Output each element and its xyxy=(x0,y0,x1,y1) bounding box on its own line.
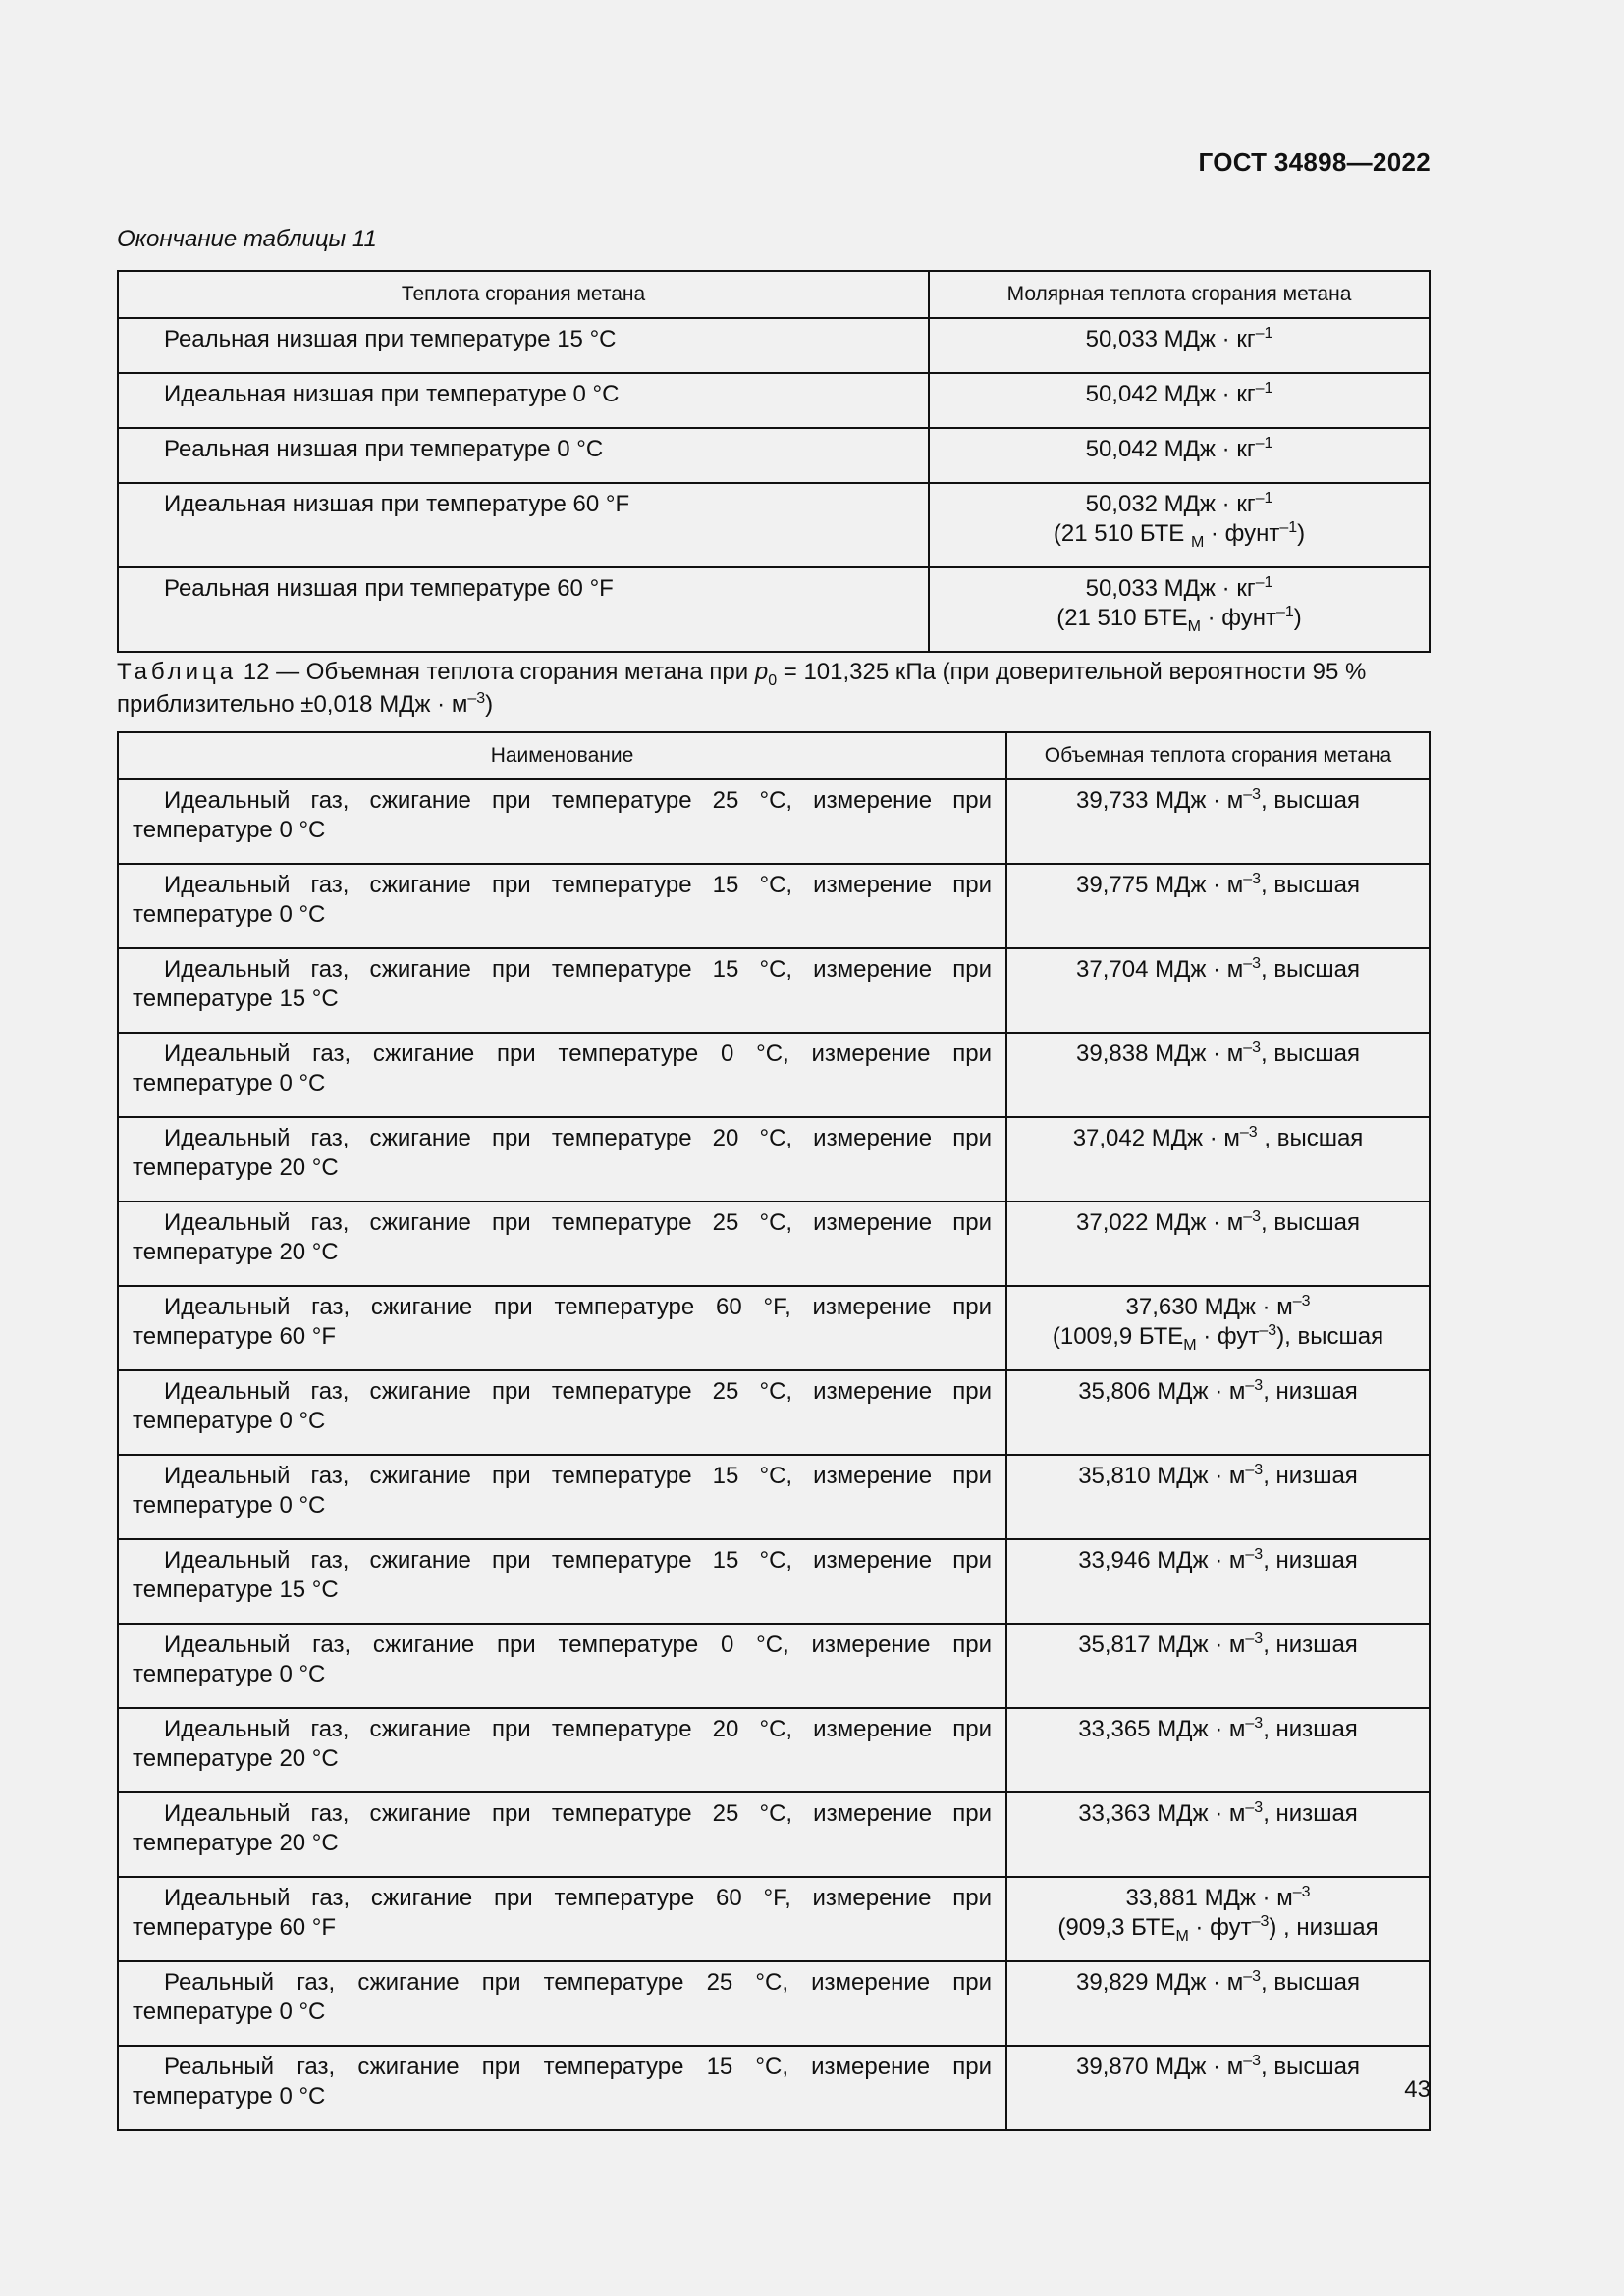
row-value: 33,363 МДж · $м^{-3}$, низшая xyxy=(1006,1792,1430,1877)
row-name: Реальная низшая при температуре 0 °C xyxy=(118,428,929,483)
row-name: Идеальный газ, сжигание при температуре 15 °C, измерение при температуре 0 °C xyxy=(118,864,1006,948)
row-value: 37,042 МДж · $м^{-3}$ , высшая xyxy=(1006,1117,1430,1201)
row-name: Идеальный газ, сжигание при температуре 15 °C, измерение при температуре 15 °C xyxy=(118,1539,1006,1624)
table-row xyxy=(118,1033,1430,1117)
table-row xyxy=(118,948,1430,1033)
table-row xyxy=(118,1117,1430,1201)
row-value: 39,838 МДж · $м^{-3}$, высшая xyxy=(1006,1033,1430,1117)
table-row xyxy=(118,428,1430,483)
table-row xyxy=(118,1708,1430,1792)
table-row xyxy=(118,2046,1430,2130)
table-row xyxy=(118,318,1430,373)
row-name: Реальный газ, сжигание при температуре 15 °C, измерение при температуре 0 °C xyxy=(118,2046,1006,2130)
row-name: Идеальный газ, сжигание при температуре 25 °C, измерение при температуре 0 °C xyxy=(118,1370,1006,1455)
row-name: Реальный газ, сжигание при температуре 25 °C, измерение при температуре 0 °C xyxy=(118,1961,1006,2046)
table-header-row xyxy=(118,732,1430,779)
table-row xyxy=(118,864,1430,948)
table-row xyxy=(118,1370,1430,1455)
row-value: 37,704 МДж · $м^{-3}$, высшая xyxy=(1006,948,1430,1033)
row-name: Идеальный газ, сжигание при температуре 15 °C, измерение при температуре 0 °C xyxy=(118,1455,1006,1539)
table-row xyxy=(118,1286,1430,1370)
document-code: ГОСТ 34898—2022 xyxy=(1198,147,1431,177)
row-value: 50,042 МДж · $кг^{-1}$ xyxy=(929,373,1430,428)
row-value: 35,817 МДж · $м^{-3}$, низшая xyxy=(1006,1624,1430,1708)
row-value: 33,365 МДж · $м^{-3}$, низшая xyxy=(1006,1708,1430,1792)
row-value: 33,946 МДж · $м^{-3}$, низшая xyxy=(1006,1539,1430,1624)
column-header: Объемная теплота сгорания метана xyxy=(1006,732,1430,779)
table-row xyxy=(118,1624,1430,1708)
table-row xyxy=(118,1961,1430,2046)
row-value: 37,022 МДж · $м^{-3}$, высшая xyxy=(1006,1201,1430,1286)
row-value: 50,033 МДж · $кг^{-1}$ xyxy=(929,318,1430,373)
row-value: 33,881 МДж · $м^{-3}$ (909,3 $БТЕ_М \cdot фут^{-3}$) , низшая xyxy=(1006,1877,1430,1961)
column-header: Молярная теплота сгорания метана xyxy=(929,271,1430,318)
row-name: Идеальная низшая при температуре 60 °F xyxy=(118,483,929,567)
row-value: 39,775 МДж · $м^{-3}$, высшая xyxy=(1006,864,1430,948)
column-header: Наименование xyxy=(118,732,1006,779)
table-row xyxy=(118,1539,1430,1624)
row-name: Идеальный газ, сжигание при температуре 60 °F, измерение при температуре 60 °F xyxy=(118,1877,1006,1961)
table-row xyxy=(118,1201,1430,1286)
table-11 xyxy=(117,270,1431,653)
row-name: Идеальный газ, сжигание при температуре 0 °C, измерение при температуре 0 °C xyxy=(118,1624,1006,1708)
row-name: Идеальная низшая при температуре 0 °C xyxy=(118,373,929,428)
table-12-caption: Таблица 12 — Объемная теплота сгорания метана при $p_0 = 101,325$ кПа (при доверительной вероятности 95 % приблизительно ±0,018 МДж · $м^{-3}$) xyxy=(117,659,1367,718)
table-row xyxy=(118,1877,1430,1961)
table-continuation-caption: Окончание таблицы 11 xyxy=(117,226,377,252)
row-value: 50,042 МДж · $кг^{-1}$ xyxy=(929,428,1430,483)
row-name: Идеальный газ, сжигание при температуре 20 °C, измерение при температуре 20 °C xyxy=(118,1708,1006,1792)
row-value: 35,806 МДж · $м^{-3}$, низшая xyxy=(1006,1370,1430,1455)
table-row xyxy=(118,483,1430,567)
row-name: Идеальный газ, сжигание при температуре 25 °C, измерение при температуре 20 °C xyxy=(118,1201,1006,1286)
row-value: 39,870 МДж · $м^{-3}$, высшая xyxy=(1006,2046,1430,2130)
table-row xyxy=(118,1455,1430,1539)
row-value: 50,032 МДж · $кг^{-1}$ (21 510 БТЕ $_М$ · фунт$^{-1}$) xyxy=(929,483,1430,567)
row-name: Идеальный газ, сжигание при температуре 60 °F, измерение при температуре 60 °F xyxy=(118,1286,1006,1370)
table-row xyxy=(118,1792,1430,1877)
table-header-row xyxy=(118,271,1430,318)
row-name: Идеальный газ, сжигание при температуре 15 °C, измерение при температуре 15 °C xyxy=(118,948,1006,1033)
table-row xyxy=(118,567,1430,652)
column-header: Теплота сгорания метана xyxy=(118,271,929,318)
table-row xyxy=(118,373,1430,428)
row-value: 37,630 МДж · $м^{-3}$ (1009,9 $БТЕ_М \cdot фут^{-3}$), высшая xyxy=(1006,1286,1430,1370)
row-name: Реальная низшая при температуре 15 °C xyxy=(118,318,929,373)
row-name: Реальная низшая при температуре 60 °F xyxy=(118,567,929,652)
table-row xyxy=(118,779,1430,864)
row-value: 50,033 МДж · $кг^{-1}$ (21 510 $БТЕ_М$ · фунт$^{-1}$) xyxy=(929,567,1430,652)
row-name: Идеальный газ, сжигание при температуре 0 °C, измерение при температуре 0 °C xyxy=(118,1033,1006,1117)
row-value: 35,810 МДж · $м^{-3}$, низшая xyxy=(1006,1455,1430,1539)
row-name: Идеальный газ, сжигание при температуре 20 °C, измерение при температуре 20 °C xyxy=(118,1117,1006,1201)
page-number: 43 xyxy=(1404,2076,1431,2103)
row-value: 39,733 МДж · $м^{-3}$, высшая xyxy=(1006,779,1430,864)
row-name: Идеальный газ, сжигание при температуре 25 °C, измерение при температуре 20 °C xyxy=(118,1792,1006,1877)
row-value: 39,829 МДж · $м^{-3}$, высшая xyxy=(1006,1961,1430,2046)
table-12 xyxy=(117,731,1431,2131)
row-name: Идеальный газ, сжигание при температуре 25 °C, измерение при температуре 0 °C xyxy=(118,779,1006,864)
